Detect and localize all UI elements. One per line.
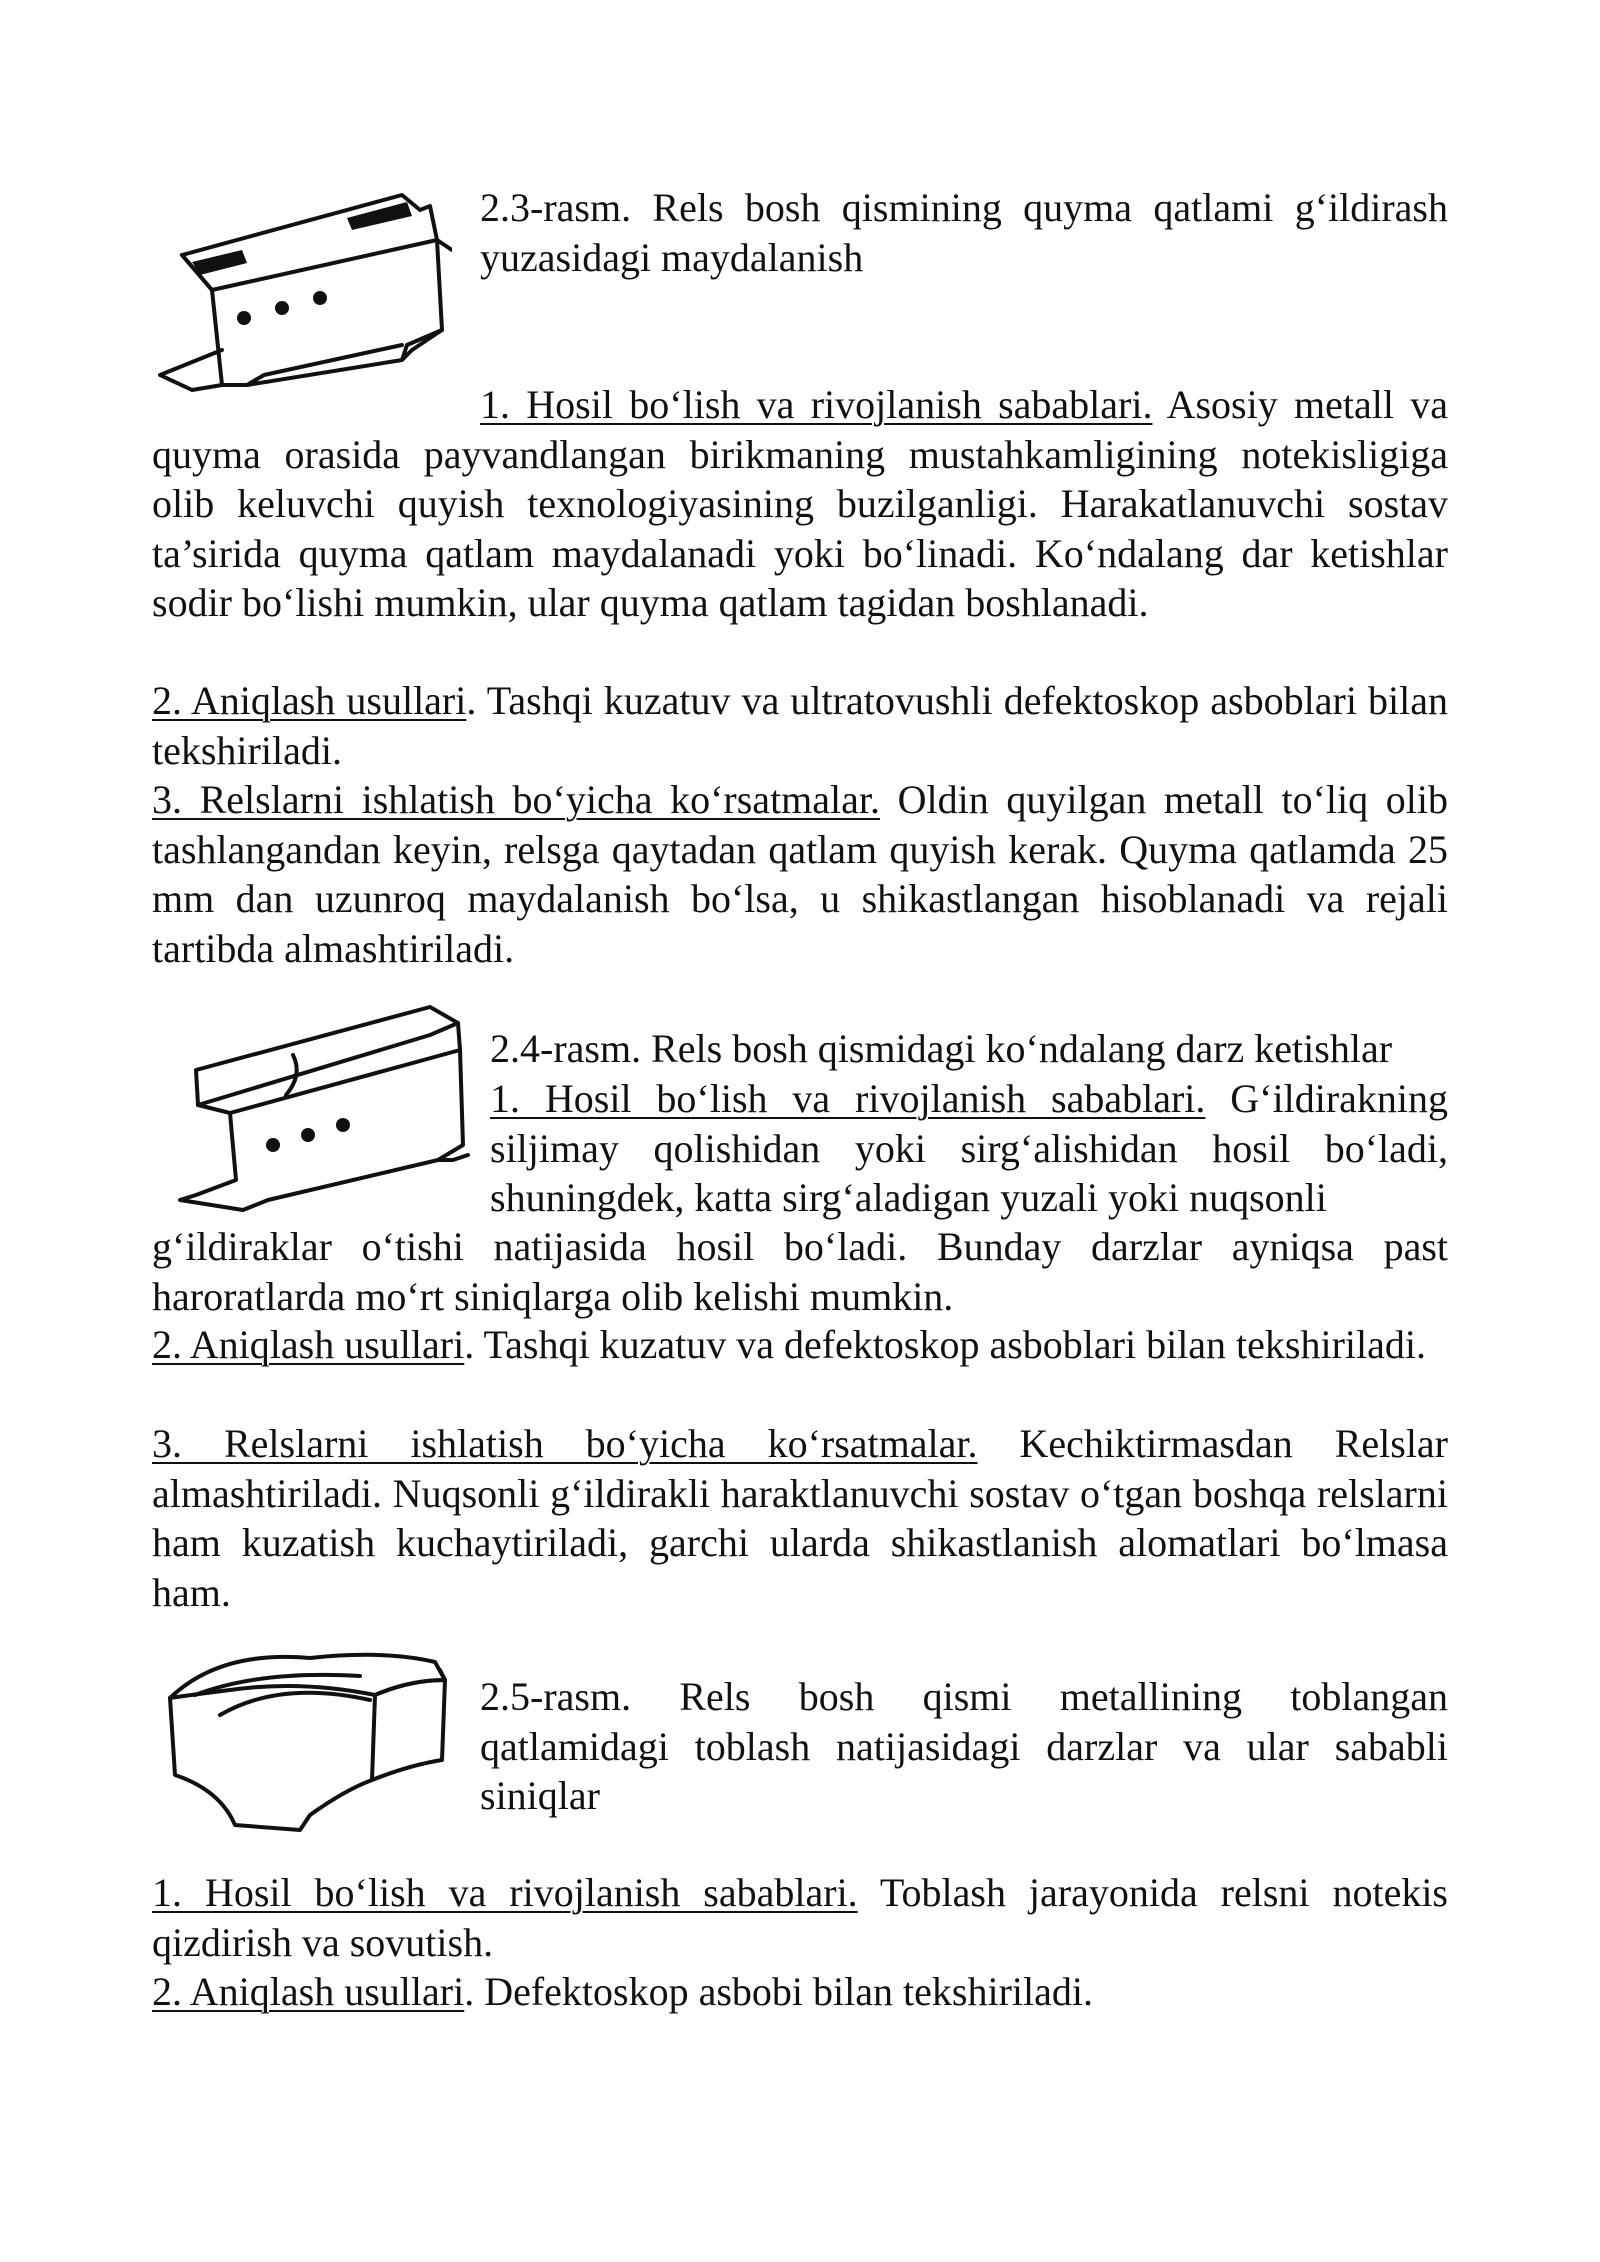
advice-text: Kechiktirmasdan Relslar almashtiriladi. Nuqsonli g‘ildirakli haraktlanuvchi sostav o‘tgan boshqa relslarni ham kuzatish kuchaytiriladi, garchi ularda shikastlanish alomatlari bo‘lmasa ham. (152, 1421, 1449, 1615)
rail-head-illustration-2-5 (160, 1640, 450, 1835)
caption-2-3: 2.3-rasm. Rels bosh qismining quyma qatlami g‘ildirash yuzasidagi maydalanish (480, 185, 1448, 280)
section-2-3-causes (152, 380, 1448, 628)
causes-text: Asosiy metall va quyma orasida payvandlangan birikmaning mustahkamligining notekisligiga olib keluvchi quyish texnologiyasining buzilganligi. Harakatlanuvchi sostav ta’sirida quyma qatlam maydalanadi yoki bo‘linadi. Ko‘ndalang dar ketishlar sodir bo‘lishi mumkin, ular quyma qatlam tagidan boshlanadi. (152, 382, 1449, 625)
caption-2-5: 2.5-rasm. Rels bosh qismi metallining toblangan qatlamidagi toblash natijasidagi darzlar va ular sababli siniqlar (480, 1674, 1448, 1818)
causes-heading: 1. Hosil bo‘lish va rivojlanish sabablari. (152, 1870, 858, 1915)
section-2-3-advice (152, 775, 1448, 973)
section-2-5-detection (152, 1967, 1448, 2017)
section-2-4-detection (152, 1320, 1448, 1370)
rail-illustration-2-3 (152, 180, 452, 395)
caption-2-4: 2.4-rasm. Rels bosh qismidagi ko‘ndalang darz ketishlar (490, 1026, 1393, 1071)
section-2-4-causes-bottom: g‘ildiraklar o‘tishi natijasida hosil bo‘ladi. Bunday darzlar ayniqsa past haroratlarda mo‘rt siniqlarga olib kelishi mumkin. (152, 1224, 1448, 1319)
advice-text: Oldin quyilgan metall to‘liq olib tashlangandan keyin, relsga qaytadan qatlam quyish kerak. Quyma qatlamda 25 mm dan uzunroq maydalanish bo‘lsa, u shikastlangan hisoblanadi va rejali tartibda almashtiriladi. (152, 777, 1448, 971)
causes-text: Toblash jarayonida relsni notekis qizdirish va sovutish. (152, 1870, 1448, 1965)
detection-text: . Tashqi kuzatuv va defektoskop asboblari bilan tekshiriladi. (464, 1322, 1427, 1367)
causes-heading: 1. Hosil bo‘lish va rivojlanish sabablari. (480, 382, 1153, 427)
advice-heading: 3. Relslarni ishlatish bo‘yicha ko‘rsatmalar. (152, 777, 881, 822)
causes-heading: 1. Hosil bo‘lish va rivojlanish sabablari. (490, 1076, 1206, 1121)
detection-heading: 2. Aniqlash usullari (152, 1322, 465, 1367)
detection-text: . Tashqi kuzatuv va ultratovushli defektoskop asboblari bilan tekshiriladi. (152, 678, 1448, 773)
section-2-5-causes (152, 1868, 1448, 1967)
detection-text: . Defektoskop asbobi bilan tekshiriladi. (464, 1969, 1093, 2014)
section-2-4-advice (152, 1419, 1448, 1617)
rail-illustration-2-4 (168, 995, 478, 1220)
causes-text-a: G‘ildirakning siljimay qolishidan yoki sirg‘alishidan hosil bo‘ladi, shuningdek, katta sirg‘aladigan yuzali yoki nuqsonli (490, 1076, 1448, 1220)
advice-heading: 3. Relslarni ishlatish bo‘yicha ko‘rsatmalar. (152, 1421, 978, 1466)
detection-heading: 2. Aniqlash usullari (152, 678, 467, 723)
section-2-4-causes-top (490, 1074, 1448, 1223)
detection-heading: 2. Aniqlash usullari (152, 1969, 465, 2014)
section-2-3-detection (152, 676, 1448, 775)
